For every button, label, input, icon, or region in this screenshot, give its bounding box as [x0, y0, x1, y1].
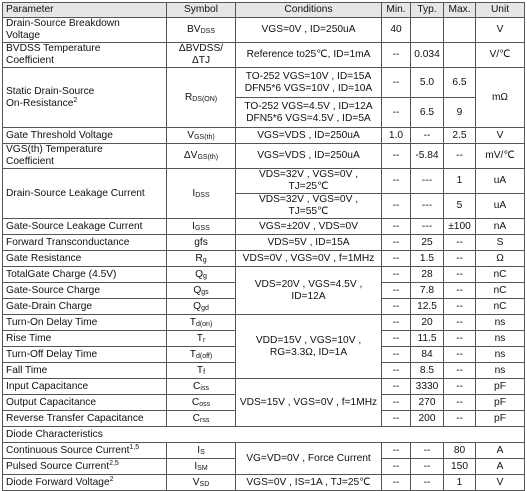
table-row-igss — [3, 219, 525, 235]
symbol-subscript: oss — [199, 400, 211, 408]
unit-cell: ns — [476, 363, 525, 379]
parameter-cell: Gate-Drain Charge — [3, 299, 167, 315]
max-cell — [444, 43, 476, 68]
min-cell: -- — [382, 363, 411, 379]
typ-cell: -- — [411, 128, 444, 144]
symbol-cell — [167, 128, 236, 144]
parameter-cell: Fall Time — [3, 363, 167, 379]
symbol-subscript: gd — [201, 304, 209, 312]
parameter-cell: Gate Threshold Voltage — [3, 128, 167, 144]
max-cell: 80 — [444, 443, 476, 459]
conditions-line-1: TO-252 VGS=4.5V , ID=12A — [244, 100, 373, 112]
typ-cell: 1.5 — [411, 251, 444, 267]
conditions-line-2: RG=3.3Ω, ID=1A — [269, 346, 348, 358]
symbol-main: ΔV — [183, 150, 198, 161]
electrical-characteristics-table — [2, 2, 525, 491]
parameter-text: Diode Forward Voltage — [6, 476, 110, 488]
conditions-cell — [236, 98, 382, 128]
parameter-line-1: Static Drain-Source — [6, 85, 95, 97]
unit-cell: ns — [476, 347, 525, 363]
symbol-subscript: d(on) — [195, 320, 213, 328]
parameter-cell — [3, 475, 167, 491]
typ-cell: 11.5 — [411, 331, 444, 347]
typ-cell — [411, 18, 444, 43]
parameter-cell — [3, 18, 167, 43]
parameter-cell: Turn-On Delay Time — [3, 315, 167, 331]
min-cell: 40 — [382, 18, 411, 43]
parameter-line-2: Coefficient — [6, 55, 54, 66]
header-conditions: Conditions — [236, 3, 382, 18]
footnote-mark: 2 — [109, 475, 114, 483]
conditions-cell: VGS=VDS , ID=250uA — [236, 144, 382, 169]
typ-cell: -- — [411, 475, 444, 491]
max-cell: -- — [444, 395, 476, 411]
symbol-main: I — [192, 187, 196, 199]
conditions-cell: VGS=±20V , VDS=0V — [236, 219, 382, 235]
symbol-cell — [167, 219, 236, 235]
max-cell: 1 — [444, 169, 476, 194]
table-row-bvdss — [3, 18, 525, 43]
conditions-cell: VDS=5V , ID=15A — [236, 235, 382, 251]
header-row — [3, 3, 525, 18]
max-cell: -- — [444, 379, 476, 395]
unit-cell: uA — [476, 194, 525, 219]
symbol-main: Q — [193, 300, 202, 312]
max-cell — [444, 18, 476, 43]
parameter-cell — [3, 443, 167, 459]
symbol-subscript: GSS — [195, 224, 210, 232]
parameter-cell: Reverse Transfer Capacitance — [3, 411, 167, 427]
table-row-vgsth-temp-coefficient — [3, 144, 525, 169]
typ-cell: 25 — [411, 235, 444, 251]
typ-cell: 0.034 — [411, 43, 444, 68]
unit-cell: uA — [476, 169, 525, 194]
symbol-main: T — [189, 316, 196, 328]
section-row-diode — [3, 427, 525, 443]
header-unit: Unit — [476, 3, 525, 18]
parameter-cell: Forward Transconductance — [3, 235, 167, 251]
min-cell: -- — [382, 475, 411, 491]
table-row-vsd — [3, 475, 525, 491]
symbol-subscript: d(off) — [196, 352, 213, 360]
table-row-idss-25c — [3, 169, 525, 194]
symbol-cell — [167, 283, 236, 299]
typ-cell: 8.5 — [411, 363, 444, 379]
symbol-cell — [167, 443, 236, 459]
symbol-subscript: DS(ON) — [192, 95, 218, 103]
symbol-main: R — [195, 252, 203, 264]
table-row-is — [3, 443, 525, 459]
min-cell: -- — [382, 395, 411, 411]
symbol-subscript: g — [203, 272, 207, 280]
typ-cell: -5.84 — [411, 144, 444, 169]
typ-cell: 12.5 — [411, 299, 444, 315]
conditions-cell — [236, 267, 382, 315]
parameter-cell: Rise Time — [3, 331, 167, 347]
min-cell: -- — [382, 98, 411, 128]
symbol-main: C — [192, 412, 200, 424]
typ-cell: 5.0 — [411, 68, 444, 98]
symbol-main: I — [194, 460, 198, 472]
symbol-main: T — [196, 364, 204, 376]
conditions-cell: VDS=32V , VGS=0V , TJ=55℃ — [236, 194, 382, 219]
max-cell: 6.5 — [444, 68, 476, 98]
symbol-main: BV — [187, 24, 201, 35]
typ-cell: 84 — [411, 347, 444, 363]
typ-cell: 200 — [411, 411, 444, 427]
min-cell: -- — [382, 235, 411, 251]
table-row-vgsth — [3, 128, 525, 144]
parameter-line-1: Drain-Source Breakdown — [6, 18, 120, 29]
unit-cell: pF — [476, 411, 525, 427]
conditions-line-1: VDD=15V , VGS=10V , — [255, 334, 362, 346]
conditions-cell: VGS=0V , IS=1A , TJ=25℃ — [236, 475, 382, 491]
conditions-cell: VG=VD=0V , Force Current — [236, 443, 382, 475]
max-cell: ±100 — [444, 219, 476, 235]
table-row-tdon — [3, 315, 525, 331]
max-cell: -- — [444, 144, 476, 169]
typ-cell: 28 — [411, 267, 444, 283]
unit-cell: pF — [476, 379, 525, 395]
min-cell: -- — [382, 43, 411, 68]
unit-cell: A — [476, 459, 525, 475]
min-cell: -- — [382, 411, 411, 427]
symbol-subscript: S — [200, 448, 205, 456]
max-cell: -- — [444, 331, 476, 347]
unit-cell: V/℃ — [476, 43, 525, 68]
min-cell: -- — [382, 267, 411, 283]
max-cell: 1 — [444, 475, 476, 491]
header-typ: Typ. — [411, 3, 444, 18]
max-cell: 2.5 — [444, 128, 476, 144]
symbol-main: C — [193, 380, 201, 392]
unit-cell: A — [476, 443, 525, 459]
unit-cell: nA — [476, 219, 525, 235]
section-title: Diode Characteristics — [3, 427, 525, 443]
symbol-main: R — [184, 91, 193, 103]
symbol-cell — [167, 315, 236, 331]
table-row-rg — [3, 251, 525, 267]
symbol-subscript: gs — [201, 288, 209, 296]
symbol-subscript: iss — [200, 384, 209, 392]
symbol-cell — [167, 363, 236, 379]
min-cell: -- — [382, 144, 411, 169]
symbol-subscript: rss — [200, 416, 210, 424]
symbol-cell — [167, 395, 236, 411]
parameter-cell — [3, 144, 167, 169]
symbol-subscript: GS(th) — [194, 133, 215, 141]
symbol-subscript: DSS — [195, 191, 210, 199]
symbol-cell — [167, 379, 236, 395]
conditions-cell: Reference to25℃, ID=1mA — [236, 43, 382, 68]
parameter-cell — [3, 43, 167, 68]
symbol-main: C — [191, 396, 200, 408]
max-cell: -- — [444, 347, 476, 363]
unit-cell: V — [476, 475, 525, 491]
parameter-cell: Turn-Off Delay Time — [3, 347, 167, 363]
typ-cell: -- — [411, 459, 444, 475]
min-cell: -- — [382, 169, 411, 194]
min-cell: -- — [382, 194, 411, 219]
typ-cell: --- — [411, 194, 444, 219]
symbol-subscript: f — [203, 368, 206, 376]
unit-cell: V — [476, 128, 525, 144]
min-cell: -- — [382, 251, 411, 267]
parameter-cell: Input Capacitance — [3, 379, 167, 395]
max-cell: -- — [444, 411, 476, 427]
symbol-main: T — [196, 332, 203, 344]
table-row-rdson-10v — [3, 68, 525, 98]
symbol-main: I — [192, 220, 196, 232]
parameter-text: Continuous Source Current — [6, 444, 130, 456]
max-cell: -- — [444, 363, 476, 379]
conditions-cell — [236, 315, 382, 379]
typ-cell: 6.5 — [411, 98, 444, 128]
symbol-cell — [167, 411, 236, 427]
symbol-cell — [167, 68, 236, 128]
max-cell: 150 — [444, 459, 476, 475]
max-cell: -- — [444, 299, 476, 315]
conditions-cell — [236, 68, 382, 98]
min-cell: -- — [382, 459, 411, 475]
unit-cell: S — [476, 235, 525, 251]
conditions-cell: VDS=32V , VGS=0V , TJ=25℃ — [236, 169, 382, 194]
max-cell: -- — [444, 235, 476, 251]
symbol-cell: gfs — [167, 235, 236, 251]
unit-cell: nC — [476, 299, 525, 315]
unit-cell: Ω — [476, 251, 525, 267]
typ-cell: 7.8 — [411, 283, 444, 299]
symbol-cell — [167, 251, 236, 267]
symbol-subscript: r — [202, 336, 206, 344]
typ-cell: 20 — [411, 315, 444, 331]
typ-cell: --- — [411, 219, 444, 235]
min-cell: -- — [382, 315, 411, 331]
symbol-cell — [167, 347, 236, 363]
min-cell: -- — [382, 379, 411, 395]
symbol-cell — [167, 475, 236, 491]
typ-cell: --- — [411, 169, 444, 194]
parameter-cell: Gate-Source Leakage Current — [3, 219, 167, 235]
conditions-line-2: DFN5*6 VGS=10V , ID=10A — [244, 82, 373, 94]
max-cell: -- — [444, 251, 476, 267]
unit-cell: ns — [476, 331, 525, 347]
symbol-cell — [167, 267, 236, 283]
table-row-ciss — [3, 379, 525, 395]
symbol-main: V — [187, 129, 195, 141]
unit-cell: ns — [476, 315, 525, 331]
conditions-line-2: ID=12A — [291, 290, 326, 302]
unit-cell: nC — [476, 283, 525, 299]
symbol-main: Q — [195, 268, 204, 280]
conditions-cell: VGS=0V , ID=250uA — [236, 18, 382, 43]
typ-cell: 3330 — [411, 379, 444, 395]
conditions-line-1: TO-252 VGS=10V , ID=15A — [245, 70, 372, 82]
parameter-cell — [3, 68, 167, 128]
parameter-text: Pulsed Source Current — [6, 460, 110, 472]
conditions-line-1: VDS=20V , VGS=4.5V , — [254, 278, 363, 290]
symbol-main: I — [197, 444, 201, 456]
unit-cell: mV/℃ — [476, 144, 525, 169]
table-row-bvdss-temp-coefficient — [3, 43, 525, 68]
symbol-main: V — [192, 476, 200, 488]
max-cell: -- — [444, 283, 476, 299]
parameter-line-2: Coefficient — [6, 156, 54, 167]
parameter-cell: Gate-Source Charge — [3, 283, 167, 299]
parameter-cell: Gate Resistance — [3, 251, 167, 267]
conditions-cell: VDS=0V , VGS=0V , f=1MHz — [236, 251, 382, 267]
parameter-line-1: BVDSS Temperature — [6, 43, 101, 54]
typ-cell: 270 — [411, 395, 444, 411]
max-cell: -- — [444, 267, 476, 283]
conditions-cell: VGS=VDS , ID=250uA — [236, 128, 382, 144]
header-parameter: Parameter — [3, 3, 167, 18]
symbol-cell — [167, 169, 236, 219]
unit-cell: V — [476, 18, 525, 43]
parameter-cell: Output Capacitance — [3, 395, 167, 411]
symbol-cell — [167, 299, 236, 315]
header-min: Min. — [382, 3, 411, 18]
symbol-cell: ΔBVDSS/ΔTJ — [167, 43, 236, 68]
symbol-subscript: SM — [197, 464, 208, 472]
parameter-cell: Drain-Source Leakage Current — [3, 169, 167, 219]
symbol-subscript: g — [202, 256, 207, 264]
conditions-cell: VDS=15V , VGS=0V , f=1MHz — [236, 379, 382, 427]
symbol-subscript: SD — [199, 480, 210, 488]
conditions-line-2: DFN5*6 VGS=4.5V , ID=5A — [246, 112, 371, 124]
header-max: Max. — [444, 3, 476, 18]
parameter-line-1: VGS(th) Temperature — [6, 144, 103, 155]
typ-cell: -- — [411, 443, 444, 459]
symbol-main: Q — [193, 284, 202, 296]
parameter-line-2: On-Resistance — [6, 97, 74, 109]
symbol-subscript: GS(th) — [197, 154, 219, 161]
unit-cell: pF — [476, 395, 525, 411]
footnote-mark: 2 — [73, 96, 78, 104]
unit-cell: nC — [476, 267, 525, 283]
unit-cell: mΩ — [476, 68, 525, 128]
min-cell: -- — [382, 68, 411, 98]
symbol-cell — [167, 18, 236, 43]
parameter-cell: TotalGate Charge (4.5V) — [3, 267, 167, 283]
min-cell: -- — [382, 347, 411, 363]
symbol-cell — [167, 459, 236, 475]
header-symbol: Symbol — [167, 3, 236, 18]
symbol-cell — [167, 331, 236, 347]
footnote-mark: 2,5 — [109, 459, 119, 467]
min-cell: -- — [382, 443, 411, 459]
min-cell: -- — [382, 331, 411, 347]
max-cell: 5 — [444, 194, 476, 219]
symbol-main: T — [189, 348, 196, 360]
table-row-gfs — [3, 235, 525, 251]
max-cell: -- — [444, 315, 476, 331]
symbol-subscript: DSS — [200, 28, 215, 35]
min-cell: 1.0 — [382, 128, 411, 144]
min-cell: -- — [382, 299, 411, 315]
max-cell: 9 — [444, 98, 476, 128]
parameter-cell — [3, 459, 167, 475]
parameter-line-2: Voltage — [6, 30, 40, 41]
min-cell: -- — [382, 283, 411, 299]
table-row-qg — [3, 267, 525, 283]
symbol-cell — [167, 144, 236, 169]
footnote-mark: 1,5 — [129, 443, 140, 451]
min-cell: -- — [382, 219, 411, 235]
